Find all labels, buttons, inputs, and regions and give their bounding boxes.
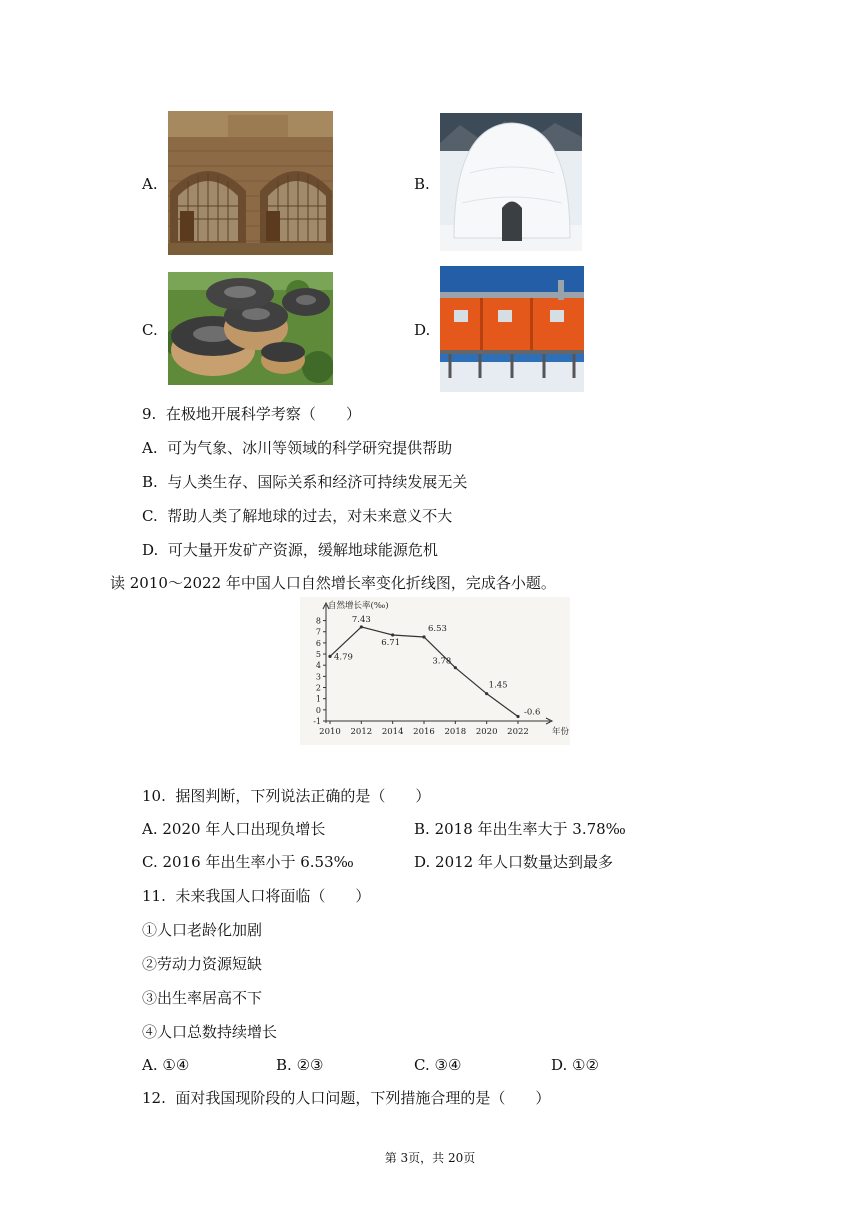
chart-intro: 读 2010～2022 年中国人口自然增长率变化折线图，完成各小题。: [110, 574, 556, 592]
y-tick-label: 6: [315, 638, 321, 648]
y-tick-label: 5: [315, 650, 321, 660]
y-tick-label: 4: [315, 661, 321, 671]
cave-dwelling-photo: [168, 111, 333, 255]
option-text: ③④: [434, 1056, 462, 1074]
option-label: B.: [142, 473, 158, 491]
q12-number: 12.: [142, 1089, 166, 1107]
option-label: A.: [142, 820, 158, 838]
q9-option-a: [142, 438, 452, 458]
igloo-photo: [440, 113, 582, 251]
data-label: 6.53: [428, 623, 447, 634]
tulou-photo: [168, 272, 333, 385]
y-tick-label: 0: [315, 705, 321, 715]
q12-stem: [142, 1088, 550, 1108]
data-point: [328, 655, 331, 658]
q9-number: 9.: [142, 405, 157, 423]
data-label: 3.78: [432, 656, 452, 667]
q9-stem-text: 在极地开展科学考察（ ）: [165, 405, 361, 423]
data-label: 6.71: [381, 637, 401, 648]
option-label: B.: [414, 820, 430, 838]
q10-option-b: [414, 819, 626, 839]
x-tick-label: 2014: [381, 727, 404, 737]
q11-item-4: ④人口总数持续增长: [142, 1023, 278, 1041]
y-tick-label: 7: [315, 627, 321, 637]
option-text: ①②: [572, 1056, 599, 1074]
option-text: ②③: [296, 1056, 324, 1074]
data-point: [360, 625, 363, 628]
y-tick-label: -1: [313, 717, 321, 726]
q12-stem-text: 面对我国现阶段的人口问题，下列措施合理的是（ ）: [175, 1089, 551, 1107]
y-tick-label: 1: [315, 694, 321, 704]
x-axis-title: 年份: [552, 727, 570, 737]
data-point: [516, 715, 519, 718]
option-label: B.: [276, 1056, 292, 1074]
y-tick-label: 2: [315, 683, 321, 693]
option-label: D.: [142, 541, 159, 559]
q11-option-c: [414, 1055, 461, 1075]
option-text: 2020 年人口出现负增长: [162, 820, 326, 838]
q10-stem-text: 据图判断，下列说法正确的是（ ）: [175, 787, 431, 805]
q9-stem: [142, 404, 361, 424]
y-tick-label: 8: [315, 616, 321, 626]
q10-option-a: [142, 819, 325, 839]
x-tick-label: 2022: [507, 727, 529, 737]
data-label: -0.6: [524, 707, 541, 718]
q9-option-b: [142, 472, 467, 492]
x-tick-label: 2010: [319, 727, 341, 737]
option-label: D.: [414, 853, 431, 871]
q11-item-1: ①人口老龄化加剧: [142, 921, 263, 939]
q10-option-d: [414, 852, 613, 872]
y-tick-label: 3: [315, 672, 321, 682]
option-b-label: B.: [414, 175, 430, 193]
page-footer: 第 3页，共 20页: [384, 1151, 476, 1165]
option-text: 2016 年出生率小于 6.53‰: [162, 853, 354, 871]
q11-option-a: [142, 1055, 189, 1075]
data-label: 1.45: [488, 680, 508, 691]
q11-stem-text: 未来我国人口将面临（ ）: [175, 887, 371, 905]
q11-item-2: ②劳动力资源短缺: [142, 955, 263, 973]
option-a-label: A.: [142, 175, 158, 193]
data-point: [422, 635, 425, 638]
option-label: C.: [142, 507, 158, 525]
polar-station-photo: [440, 266, 584, 392]
x-tick-label: 2012: [350, 727, 373, 737]
q10-option-c: [142, 852, 354, 872]
q9-option-d: [142, 540, 438, 560]
option-label: C.: [142, 853, 158, 871]
data-point: [454, 666, 457, 669]
option-text: ①④: [162, 1056, 190, 1074]
data-label: 7.43: [351, 614, 371, 625]
x-tick-label: 2018: [444, 727, 467, 737]
option-label: C.: [414, 1056, 430, 1074]
q11-number: 11.: [142, 887, 166, 905]
option-text: 帮助人类了解地球的过去，对未来意义不大: [167, 507, 453, 525]
q9-option-c: [142, 506, 452, 526]
q11-option-d: [551, 1055, 599, 1075]
series-line: [330, 627, 518, 717]
option-label: D.: [551, 1056, 568, 1074]
population-growth-chart: [300, 597, 570, 745]
option-text: 2018 年出生率大于 3.78‰: [434, 820, 626, 838]
option-text: 2012 年人口数量达到最多: [435, 853, 613, 871]
q10-number: 10.: [142, 787, 166, 805]
option-label: A.: [142, 439, 158, 457]
q11-stem: [142, 886, 370, 906]
option-text: 与人类生存、国际关系和经济可持续发展无关: [167, 473, 468, 491]
option-label: A.: [142, 1056, 158, 1074]
y-axis-title: 自然增长率(‰): [328, 601, 389, 611]
x-tick-label: 2020: [475, 727, 498, 737]
option-d-label: D.: [414, 321, 431, 339]
option-text: 可为气象、冰川等领域的科学研究提供帮助: [167, 439, 453, 457]
option-text: 可大量开发矿产资源，缓解地球能源危机: [167, 541, 438, 559]
x-tick-label: 2016: [413, 727, 435, 737]
q11-option-b: [276, 1055, 323, 1075]
option-c-label: C.: [142, 321, 158, 339]
data-point: [391, 633, 394, 636]
data-point: [485, 692, 488, 695]
data-label: 4.79: [334, 652, 353, 663]
chart-svg: [300, 597, 570, 745]
q10-stem: [142, 786, 430, 806]
q11-item-3: ③出生率居高不下: [142, 989, 263, 1007]
